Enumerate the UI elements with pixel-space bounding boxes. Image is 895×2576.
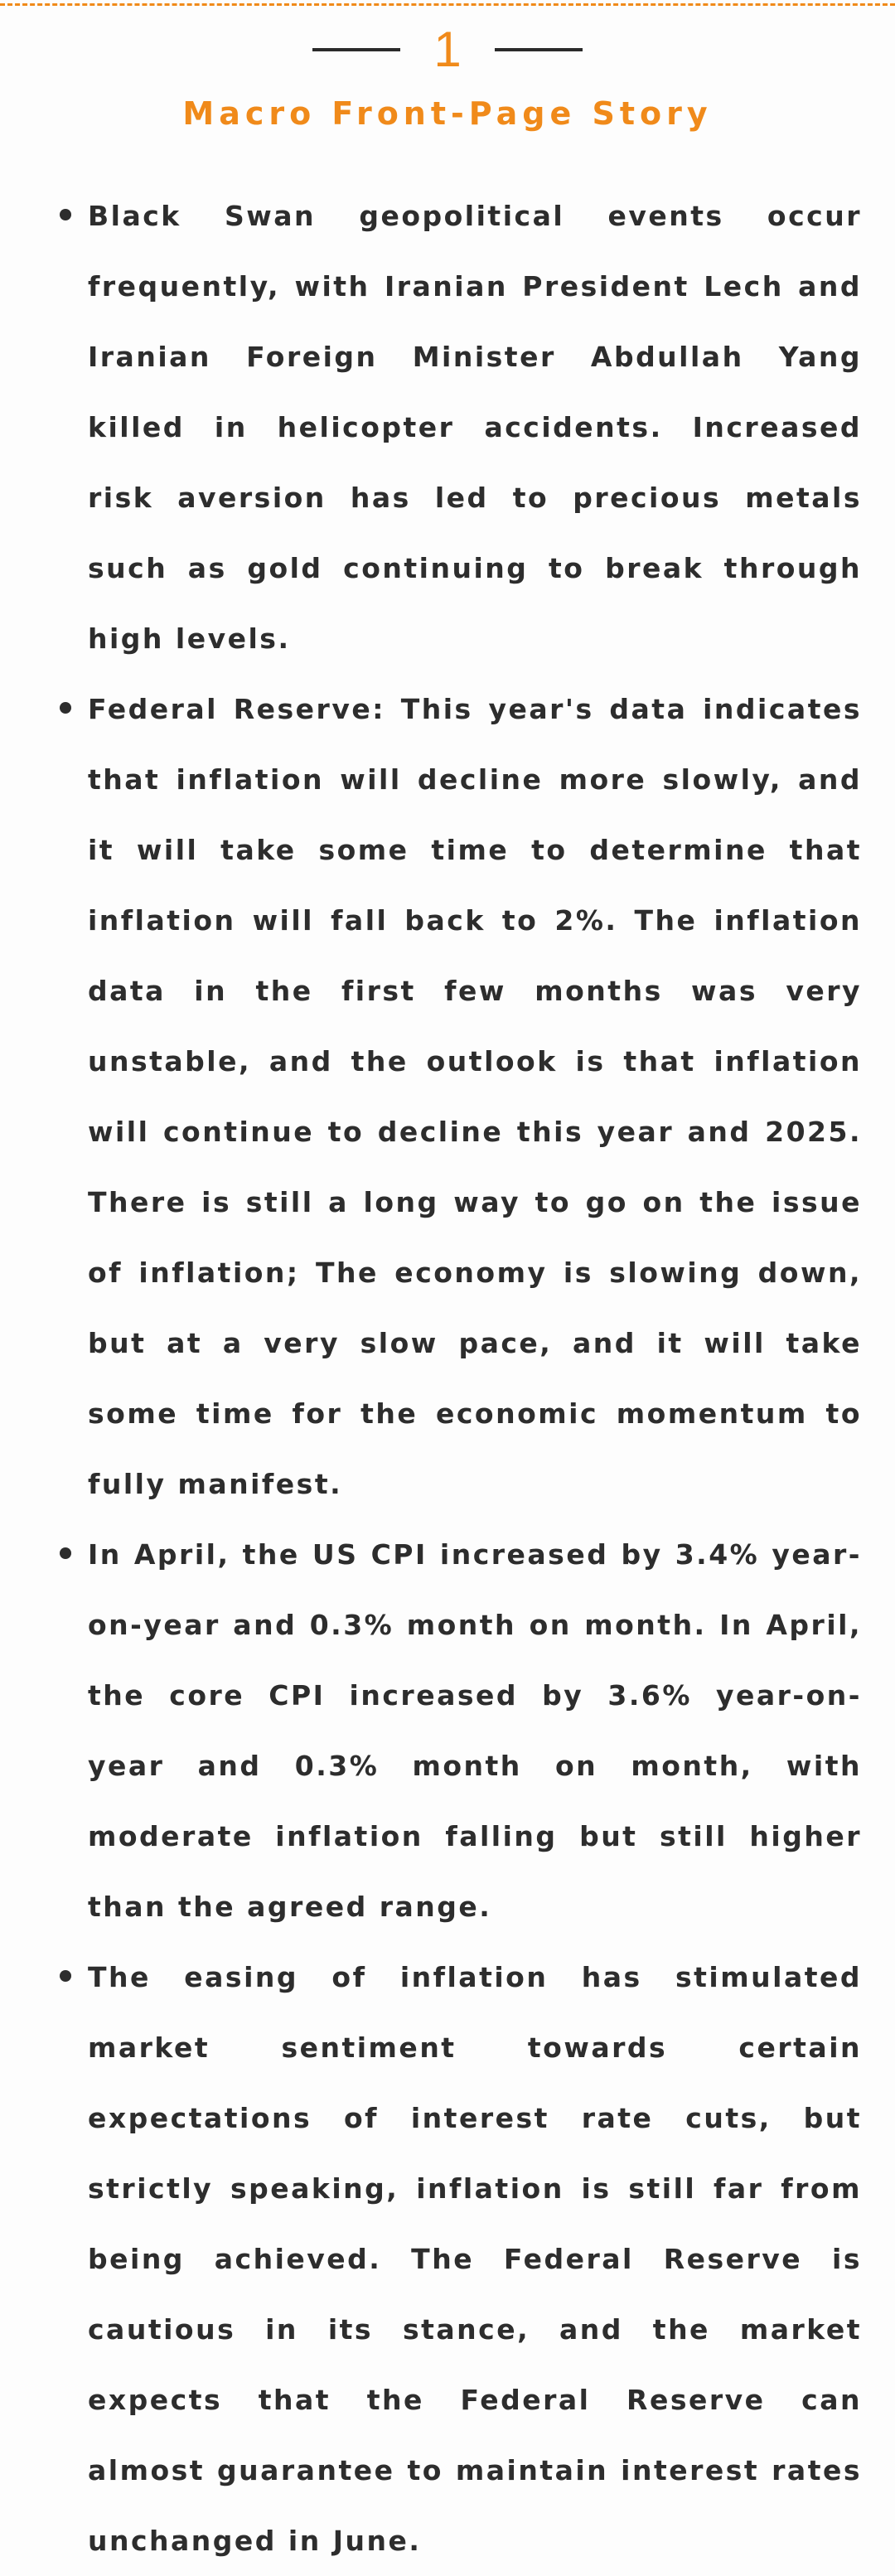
bullet-dot-icon xyxy=(60,209,71,220)
bullet-dot-icon xyxy=(60,1970,71,1982)
bullet-item xyxy=(88,674,862,1519)
left-rule xyxy=(312,48,400,51)
bullet-dot-icon xyxy=(60,702,71,714)
section-header xyxy=(0,17,895,134)
top-dashed-border xyxy=(0,3,895,6)
bullet-list xyxy=(88,181,862,2576)
section-number: 1 xyxy=(433,22,462,77)
bullet-dot-icon xyxy=(60,1547,71,1559)
bullet-item xyxy=(88,1519,862,1942)
section-title: Macro Front-Page Story xyxy=(182,95,713,132)
bullet-text: Federal Reserve: This year's data indicates that inflation will decline more slowly, and it will take some time to determine that inflation will fall back to 2%. The inflation data in the first few months was very unstable, and the outlook is that inflation will continue to decline this year and 2025. There is still a long way to go on the issue of inflation; The economy is slowing down, but at a very slow pace, and it will take some time for the economic momentum to fully manifest. xyxy=(88,693,862,1500)
bullet-text: The easing of inflation has stimulated market sentiment towards certain expectations of interest rate cuts, but strictly speaking, inflation is still far from being achieved. The Federal Reserve is cautious in its stance, and the market expects that the Federal Reserve can almost guarantee to maintain interest rates unchanged in June. xyxy=(88,1961,862,2557)
bullet-item xyxy=(88,1942,862,2576)
right-rule xyxy=(495,48,583,51)
section-number-row xyxy=(0,17,895,83)
bullet-item xyxy=(88,181,862,674)
bullet-text: Black Swan geopolitical events occur frequently, with Iranian President Lech and Iranian Foreign Minister Abdullah Yang killed in helicopter accidents. Increased risk aversion has led to precious metals such as gold continuing to break through high levels. xyxy=(88,200,862,655)
bullet-text: In April, the US CPI increased by 3.4% year-on-year and 0.3% month on month. In April, the core CPI increased by 3.6% year-on-year and 0.3% month on month, with moderate inflation falling but still higher than the agreed range. xyxy=(88,1538,862,1923)
